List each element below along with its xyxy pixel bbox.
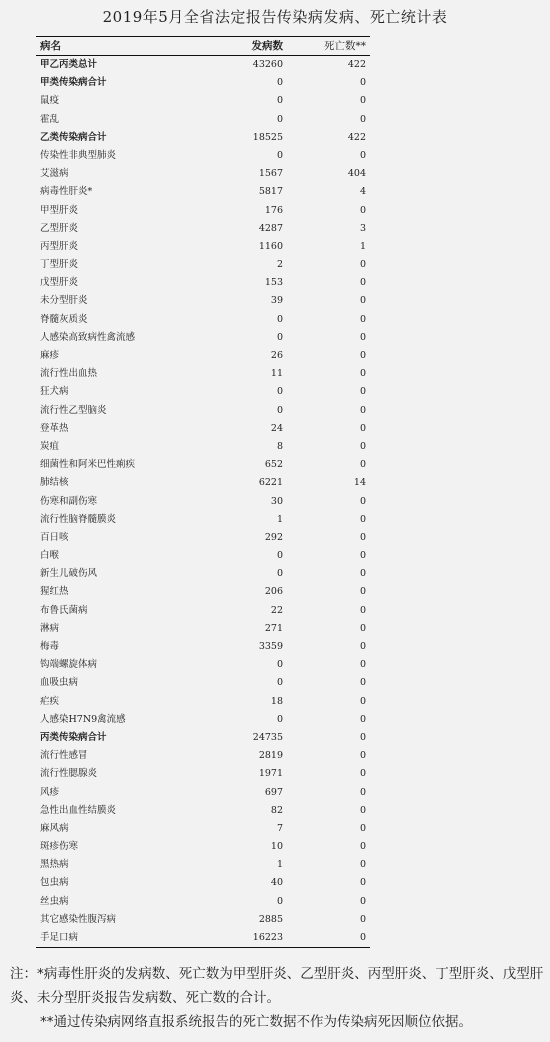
footnotes	[10, 962, 544, 1034]
disease-name-cell: 艾滋病	[40, 168, 69, 180]
table-row	[36, 693, 370, 711]
cases-cell: 0	[276, 568, 284, 580]
cases-cell: 30	[270, 495, 284, 507]
deaths-cell: 14	[353, 477, 366, 489]
disease-name-cell: 传染性非典型肺炎	[40, 149, 117, 161]
disease-name-cell: 炭疽	[40, 440, 60, 452]
table-row	[36, 329, 370, 347]
cases-cell: 0	[276, 95, 284, 107]
deaths-cell: 0	[359, 113, 366, 125]
disease-name-cell: 甲类传染病合计	[40, 77, 107, 89]
cases-cell: 1971	[258, 768, 284, 780]
disease-name-cell: 甲型肝炎	[40, 204, 79, 216]
cases-cell: 1567	[258, 168, 284, 180]
table-row	[36, 638, 370, 656]
deaths-cell: 0	[359, 331, 366, 343]
table-row	[36, 602, 370, 620]
disease-name-cell: 细菌性和阿米巴性痢疾	[40, 459, 136, 471]
deaths-cell: 0	[359, 877, 366, 889]
table-row	[36, 420, 370, 438]
footnote-hepatitis: 注：*病毒性肝炎的发病数、死亡数为甲型肝炎、乙型肝炎、丙型肝炎、丁型肝炎、戊型肝炎、未分型肝炎报告发病数、死亡数的合计。	[10, 966, 544, 1006]
disease-name-cell: 丙类传染病合计	[40, 731, 107, 743]
table-row	[36, 802, 370, 820]
cases-cell: 6221	[258, 477, 284, 489]
table-body	[36, 56, 370, 947]
table-row	[36, 583, 370, 601]
disease-name-cell: 人感染H7N9禽流感	[40, 713, 126, 725]
cases-cell: 82	[270, 804, 284, 816]
cases-cell: 0	[276, 113, 284, 125]
disease-name-cell: 未分型肝炎	[40, 295, 88, 307]
cases-cell: 0	[276, 331, 284, 343]
cases-cell: 271	[264, 622, 284, 634]
table-row	[36, 911, 370, 929]
disease-name-cell: 乙类传染病合计	[40, 131, 107, 143]
table-row	[36, 238, 370, 256]
deaths-cell: 0	[359, 149, 366, 161]
cases-cell: 8	[276, 440, 284, 452]
disease-name-cell: 风疹	[40, 786, 60, 798]
cases-cell: 0	[276, 895, 284, 907]
disease-name-cell: 淋病	[40, 622, 60, 634]
table-row	[36, 456, 370, 474]
disease-name-cell: 新生儿破伤风	[40, 568, 98, 580]
cases-cell: 1160	[258, 240, 284, 252]
deaths-cell: 0	[359, 440, 366, 452]
cases-cell: 153	[264, 277, 284, 289]
disease-name-cell: 肺结核	[40, 477, 69, 489]
deaths-cell: 4	[359, 186, 366, 198]
cases-cell: 18525	[252, 131, 284, 143]
cases-cell: 10	[270, 841, 284, 853]
table-row	[36, 347, 370, 365]
deaths-cell: 0	[359, 550, 366, 562]
disease-name-cell: 流行性乙型脑炎	[40, 404, 107, 416]
table-row	[36, 220, 370, 238]
deaths-cell: 0	[359, 459, 366, 471]
table-row	[36, 856, 370, 874]
cases-cell: 0	[276, 77, 284, 89]
table-row	[36, 747, 370, 765]
cases-cell: 652	[264, 459, 284, 471]
table-subtotal-row	[36, 729, 370, 747]
deaths-cell: 404	[347, 168, 366, 180]
table-row	[36, 874, 370, 892]
deaths-cell: 0	[359, 204, 366, 216]
deaths-cell: 0	[359, 604, 366, 616]
table-row	[36, 674, 370, 692]
header-cases: 发病数	[251, 40, 284, 52]
table-row	[36, 511, 370, 529]
disease-name-cell: 甲乙丙类总计	[40, 59, 98, 70]
table-row	[36, 929, 370, 947]
table-row	[36, 656, 370, 674]
table-bottom-rule	[36, 947, 370, 948]
table-subtotal-row	[36, 56, 370, 74]
deaths-cell: 0	[359, 768, 366, 780]
disease-name-cell: 黑热病	[40, 859, 69, 871]
disease-name-cell: 流行性出血热	[40, 368, 98, 380]
table-row	[36, 365, 370, 383]
disease-name-cell: 钩端螺旋体病	[40, 659, 98, 671]
cases-cell: 4287	[258, 222, 284, 234]
disease-name-cell: 流行性脑脊髓膜炎	[40, 513, 117, 525]
disease-name-cell: 百日咳	[40, 531, 69, 543]
deaths-cell: 0	[359, 659, 366, 671]
cases-cell: 1	[276, 513, 284, 525]
table-row	[36, 765, 370, 783]
deaths-cell: 0	[359, 586, 366, 598]
disease-name-cell: 鼠疫	[40, 95, 60, 107]
cases-cell: 24735	[252, 731, 284, 743]
table-subtotal-row	[36, 129, 370, 147]
deaths-cell: 0	[359, 713, 366, 725]
table-row	[36, 202, 370, 220]
cases-cell: 176	[264, 204, 284, 216]
cases-cell: 0	[276, 677, 284, 689]
cases-cell: 0	[276, 386, 284, 398]
table-row	[36, 493, 370, 511]
table-row	[36, 147, 370, 165]
disease-name-cell: 猩红热	[40, 586, 69, 598]
disease-name-cell: 斑疹伤寒	[40, 841, 79, 853]
deaths-cell: 0	[359, 77, 366, 89]
deaths-cell: 0	[359, 368, 366, 380]
table-row	[36, 784, 370, 802]
cases-cell: 18	[270, 695, 284, 707]
table-row	[36, 474, 370, 492]
cases-cell: 43260	[252, 59, 284, 70]
table-row	[36, 292, 370, 310]
deaths-cell: 422	[347, 131, 366, 143]
cases-cell: 0	[276, 149, 284, 161]
deaths-cell: 0	[359, 822, 366, 834]
table-row	[36, 820, 370, 838]
table-row	[36, 165, 370, 183]
cases-cell: 22	[270, 604, 284, 616]
disease-name-cell: 血吸虫病	[40, 677, 79, 689]
deaths-cell: 0	[359, 913, 366, 925]
deaths-cell: 0	[359, 95, 366, 107]
disease-name-cell: 病毒性肝炎*	[40, 186, 93, 198]
cases-cell: 26	[270, 350, 284, 361]
cases-cell: 39	[270, 295, 284, 307]
deaths-cell: 0	[359, 422, 366, 434]
disease-name-cell: 麻风病	[40, 822, 69, 834]
footnote-deaths: **通过传染病网络直报系统报告的死亡数据不作为传染病死因顺位依据。	[40, 1014, 472, 1030]
cases-cell: 16223	[252, 932, 284, 943]
disease-name-cell: 登革热	[40, 422, 69, 434]
disease-name-cell: 丝虫病	[40, 895, 69, 907]
deaths-cell: 0	[359, 568, 366, 580]
table-subtotal-row	[36, 74, 370, 92]
cases-cell: 2819	[258, 750, 284, 762]
disease-name-cell: 白喉	[40, 550, 60, 562]
table-row	[36, 438, 370, 456]
deaths-cell: 0	[359, 750, 366, 762]
deaths-cell: 0	[359, 677, 366, 689]
cases-cell: 5817	[258, 186, 284, 198]
deaths-cell: 422	[347, 59, 366, 70]
table-row	[36, 111, 370, 129]
deaths-cell: 0	[359, 895, 366, 907]
deaths-cell: 3	[359, 222, 366, 234]
deaths-cell: 0	[359, 350, 366, 361]
cases-cell: 0	[276, 713, 284, 725]
deaths-cell: 0	[359, 804, 366, 816]
deaths-cell: 0	[359, 386, 366, 398]
header-deaths: 死亡数**	[324, 40, 366, 52]
disease-name-cell: 霍乱	[40, 113, 60, 125]
table-row	[36, 529, 370, 547]
deaths-cell: 0	[359, 259, 366, 271]
disease-name-cell: 梅毒	[40, 641, 60, 652]
cases-cell: 206	[264, 586, 284, 598]
cases-cell: 1	[276, 859, 284, 871]
cases-cell: 0	[276, 659, 284, 671]
cases-cell: 0	[276, 550, 284, 562]
disease-name-cell: 狂犬病	[40, 386, 69, 398]
table-row	[36, 893, 370, 911]
cases-cell: 2885	[258, 913, 284, 925]
cases-cell: 24	[270, 422, 284, 434]
table-row	[36, 620, 370, 638]
deaths-cell: 0	[359, 495, 366, 507]
deaths-cell: 0	[359, 295, 366, 307]
page-title: 2019年5月全省法定报告传染病发病、死亡统计表	[102, 8, 448, 26]
cases-cell: 0	[276, 404, 284, 416]
cases-cell: 292	[264, 531, 284, 543]
disease-name-cell: 人感染高致病性禽流感	[40, 331, 136, 343]
disease-name-cell: 包虫病	[40, 877, 69, 889]
disease-name-cell: 乙型肝炎	[40, 222, 79, 234]
disease-name-cell: 丙型肝炎	[40, 240, 79, 252]
deaths-cell: 0	[359, 277, 366, 289]
deaths-cell: 0	[359, 513, 366, 525]
cases-cell: 3359	[258, 641, 284, 652]
deaths-cell: 0	[359, 841, 366, 853]
disease-name-cell: 其它感染性腹泻病	[40, 913, 117, 925]
table-row	[36, 547, 370, 565]
table-row	[36, 256, 370, 274]
table-row	[36, 311, 370, 329]
deaths-cell: 1	[359, 240, 366, 252]
disease-name-cell: 疟疾	[40, 695, 60, 707]
table-row	[36, 92, 370, 110]
disease-name-cell: 麻疹	[40, 350, 60, 361]
disease-name-cell: 急性出血性结膜炎	[40, 804, 117, 816]
table-row	[36, 565, 370, 583]
cases-cell: 0	[276, 313, 284, 325]
table-row	[36, 711, 370, 729]
deaths-cell: 0	[359, 695, 366, 707]
disease-name-cell: 手足口病	[40, 932, 79, 943]
cases-cell: 40	[270, 877, 284, 889]
deaths-cell: 0	[359, 531, 366, 543]
deaths-cell: 0	[359, 932, 366, 943]
table-row	[36, 383, 370, 401]
statistics-table	[36, 36, 370, 948]
table-row	[36, 183, 370, 201]
cases-cell: 2	[276, 259, 284, 271]
deaths-cell: 0	[359, 786, 366, 798]
header-disease-name: 病名	[40, 40, 61, 52]
disease-name-cell: 流行性感冒	[40, 750, 88, 762]
disease-name-cell: 丁型肝炎	[40, 259, 79, 271]
deaths-cell: 0	[359, 622, 366, 634]
disease-name-cell: 脊髓灰质炎	[40, 313, 88, 325]
table-row	[36, 838, 370, 856]
disease-name-cell: 布鲁氏菌病	[40, 604, 88, 616]
deaths-cell: 0	[359, 641, 366, 652]
disease-name-cell: 伤寒和副伤寒	[40, 495, 98, 507]
disease-name-cell: 戊型肝炎	[40, 277, 79, 289]
deaths-cell: 0	[359, 731, 366, 743]
deaths-cell: 0	[359, 404, 366, 416]
cases-cell: 7	[276, 822, 284, 834]
cases-cell: 697	[264, 786, 284, 798]
table-row	[36, 402, 370, 420]
table-header-row	[36, 37, 370, 55]
table-row	[36, 274, 370, 292]
disease-name-cell: 流行性腮腺炎	[40, 768, 98, 780]
cases-cell: 11	[270, 368, 284, 380]
deaths-cell: 0	[359, 859, 366, 871]
deaths-cell: 0	[359, 313, 366, 325]
